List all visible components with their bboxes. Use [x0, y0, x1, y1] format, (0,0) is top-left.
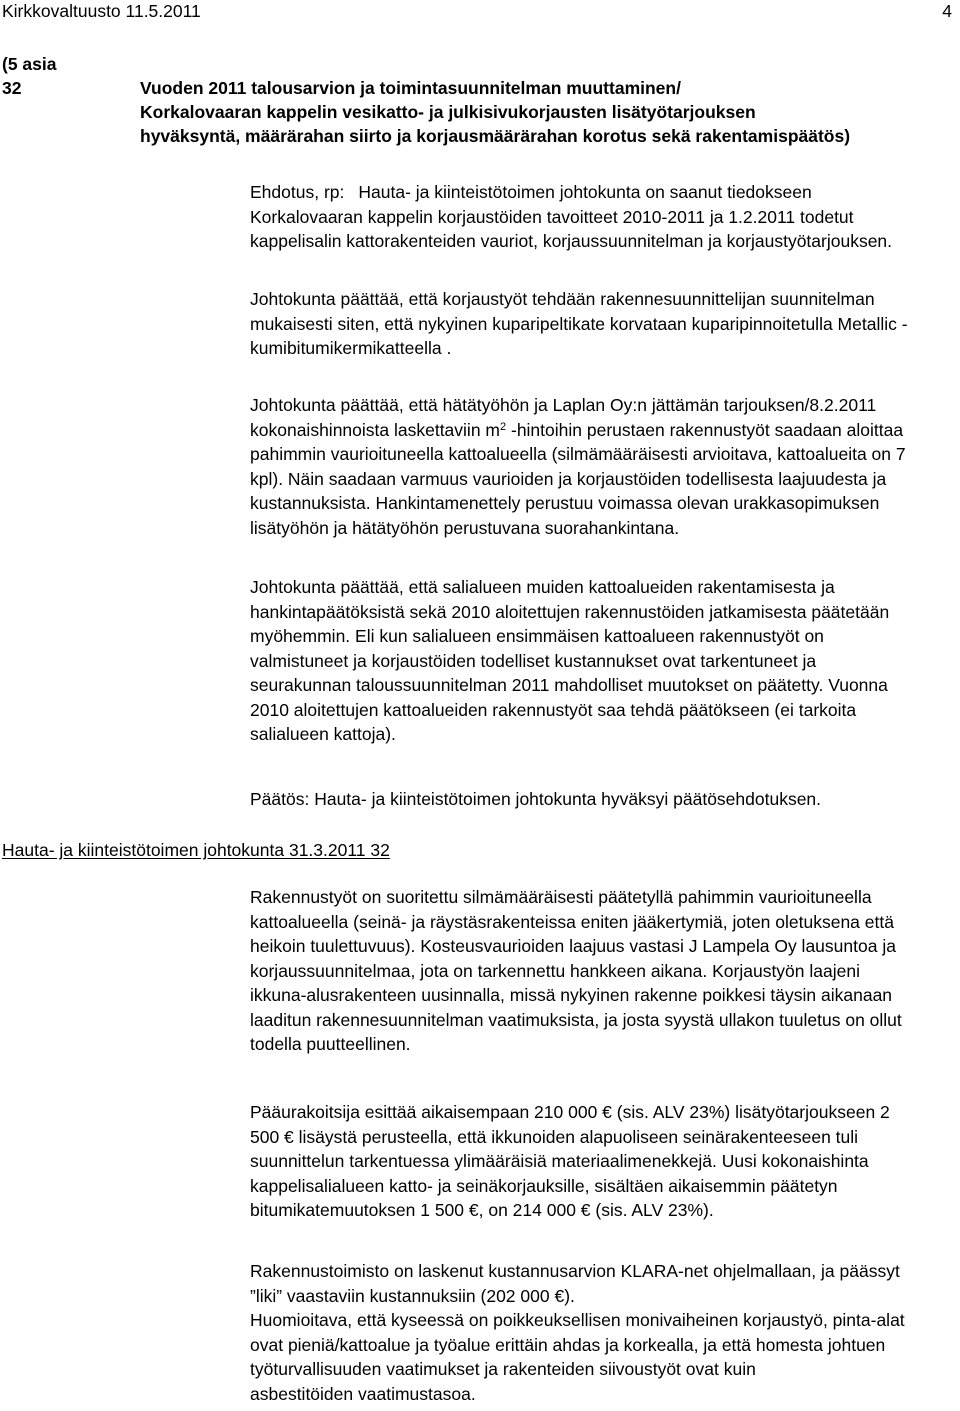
text-line: kpl). Näin saadaan varmuus vaurioiden ja korjaustöiden todellisesta laajuudesta ja: [250, 468, 887, 489]
text-line: Johtokunta päättää, että hätätyöhön ja Laplan Oy:n jättämän tarjouksen/8.2.2011: [250, 395, 877, 415]
text-line: ovat pieniä/kattoalue ja työalue erittäin ahdas ja korkealla, ja että homesta johtuen: [250, 1334, 886, 1355]
text-line: valmistuneet ja korjaustöiden todelliset kustannukset ovat tarkentuneet ja: [250, 650, 817, 671]
text-line: suunnittelun tarkentuessa ylimääräisiä materiaalimenekkejä. Uusi kokonaishinta: [250, 1151, 869, 1171]
text-line: heikoin tuulettuvuus). Kosteusvaurioiden laajuus vastasi J Lampela Oy lausuntoa ja: [250, 936, 896, 956]
proposal-text: Hauta- ja kiinteistötoimen johtokunta on saanut tiedokseen: [358, 182, 812, 202]
text-line: kattoalueella (seinä- ja räystäsrakenteissa eniten jääkertymiä, joten oletuksena että: [250, 911, 894, 932]
text-line: Pääurakoitsija esittää aikaisempaan 210 000 € (sis. ALV 23%) lisätyötarjoukseen 2: [250, 1102, 890, 1122]
superscript: 2: [500, 420, 507, 433]
text-line: laaditun rakennesuunnitelman vaatimuksista, ja josta syystä ullakon tuuletus on ollut: [250, 1009, 902, 1030]
title-line: hyväksyntä, määrärahan siirto ja korjausmäärärahan korotus sekä rakentamispäätös): [140, 126, 851, 146]
text-line: seurakunnan taloussuunnitelman 2011 mahdolliset muutokset on päätetty. Vuonna: [250, 675, 888, 695]
text-line: korjaussuunnitelmaa, jota on tarkennettu hankkeen aikana. Korjaustyön laajeni: [250, 960, 860, 981]
text-line: ikkuna-alusrakenteen uusinnalla, missä nykyinen rakenne poikkesi täysin aikanaan: [250, 985, 893, 1005]
text-line: 2010 aloitettujen kattoalueiden rakennustyöt saa tehdä päätökseen (ei tarkoita: [250, 699, 857, 720]
text-line: 500 € lisäystä perusteella, että ikkunoiden alapuoliseen seinärakenteeseen tuli: [250, 1126, 859, 1147]
title-line: Vuoden 2011 talousarvion ja toimintasuunnitelman muuttaminen/: [140, 78, 681, 98]
page-number: 4: [942, 1, 952, 21]
decision-block: [250, 787, 956, 812]
paragraph-later-decisions: [250, 575, 956, 747]
text-line: mukaisesti siten, että nykyinen kuparipeltikate korvataan kuparipinnoitetulla Metallic -: [250, 313, 908, 334]
text-line: todella puutteellinen.: [250, 1034, 411, 1054]
text-line: pahimmin vaurioituneella kattoalueella (silmämääräisesti arvioitava, kattoalueita on 7: [250, 444, 906, 464]
text-line: Johtokunta päättää, että korjaustyöt tehdään rakennesuunnittelijan suunnitelman: [250, 289, 875, 309]
text-line: Johtokunta päättää, että salialueen muiden kattoalueiden rakentamisesta ja: [250, 577, 835, 597]
proposal-line: kappelisalin kattorakenteiden vauriot, korjaussuunnitelman ja korjaustyötarjouksen.: [250, 231, 893, 251]
text-line: kappelisalialueen katto- ja seinäkorjauksille, sisältäen aikaisemmin päätetyn: [250, 1175, 838, 1196]
board-reference-text: Hauta- ja kiinteistötoimen johtokunta 31.3.2011: [2, 840, 371, 860]
text-line: ”liki” vaastaviin kustannuksiin (202 000 €).: [250, 1285, 575, 1306]
text-line: hankintapäätöksistä sekä 2010 aloitettujen rakennustöiden jatkamisesta päätetään: [250, 601, 890, 622]
text-line: Rakennustyöt on suoritettu silmämääräisesti päätetyllä pahimmin vaurioituneella: [250, 887, 872, 907]
text-line: salialueen kattoja).: [250, 724, 396, 744]
proposal-line: Korkalovaaran kappelin korjaustöiden tavoitteet 2010-2011 ja 1.2.2011 todetut: [250, 206, 854, 227]
section-title: [140, 76, 850, 148]
title-line: Korkalovaaran kappelin vesikatto- ja julkisivukorjausten lisätyötarjouksen: [140, 102, 756, 122]
text-line: asbestitöiden vaatimustasoa.: [250, 1383, 476, 1404]
text-line: lisätyöhön ja hätätyöhön perustuvana suorahankintana.: [250, 517, 680, 538]
text-line: Huomioitava, että kyseessä on poikkeuksellisen monivaiheinen korjaustyö, pinta-alat: [250, 1310, 905, 1330]
paragraph-cost-estimate: [250, 1259, 956, 1406]
text-line: kumibitumikermikatteella .: [250, 338, 452, 358]
paragraph-work-done: [250, 885, 956, 1057]
text-line: bitumikatemuutoksen 1 500 €, on 214 000 € (sis. ALV 23%).: [250, 1200, 714, 1220]
paragraph-emergency-work: [250, 393, 956, 540]
text-segment: kokonaishinnoista laskettaviin m: [250, 419, 500, 440]
text-segment: -hintoihin perustaen rakennustyöt saadaan aloittaa: [506, 419, 904, 440]
proposal-block: [250, 180, 956, 254]
text-line: [250, 418, 956, 443]
proposal-label: Ehdotus, rp:: [250, 182, 345, 202]
section-number: 32: [2, 78, 22, 98]
paragraph-contractor-offer: [250, 1100, 956, 1223]
header-title: Kirkkovaltuusto 11.5.2011: [2, 1, 201, 21]
paragraph-repair-method: [250, 287, 956, 361]
section-ref: (5 asia: [2, 54, 57, 74]
text-line: työturvallisuuden vaatimukset ja rakenteiden siivoustyöt ovat kuin: [250, 1359, 756, 1379]
board-reference: [2, 838, 390, 862]
text-line: myöhemmin. Eli kun salialueen ensimmäisen kattoalueen rakennustyöt on: [250, 626, 824, 646]
board-reference-number: 32: [370, 840, 390, 860]
document-header: [2, 0, 201, 22]
text-line: Rakennustoimisto on laskenut kustannusarvion KLARA-net ohjelmallaan, ja päässyt: [250, 1261, 900, 1281]
text-line: kustannuksista. Hankintamenettely perustuu voimassa olevan urakkasopimuksen: [250, 493, 880, 513]
decision-text: Päätös: Hauta- ja kiinteistötoimen johtokunta hyväksyi päätösehdotuksen.: [250, 789, 822, 809]
proposal-first-line: [250, 180, 956, 205]
